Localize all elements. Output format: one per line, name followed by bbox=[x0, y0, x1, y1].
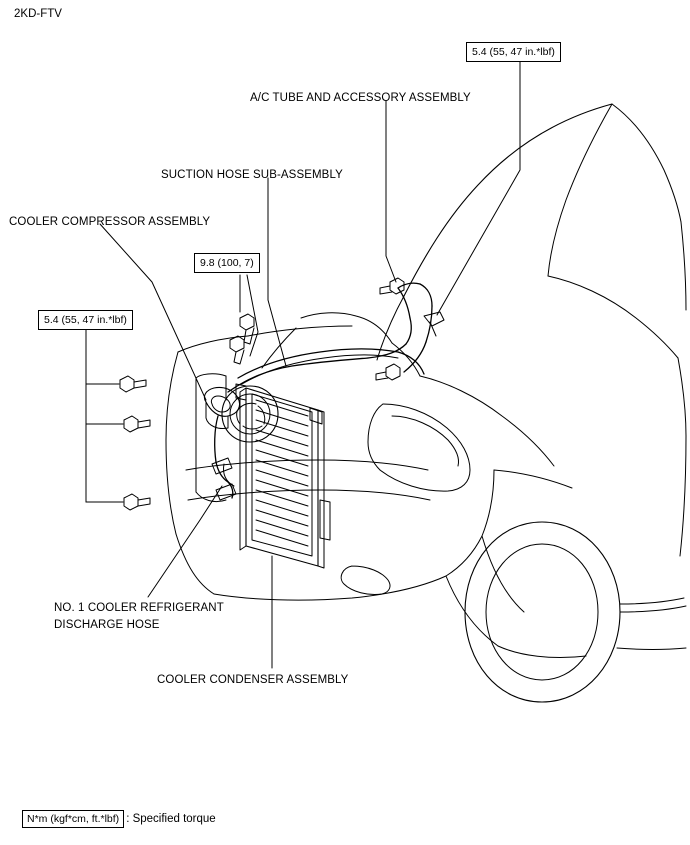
page-title: 2KD-FTV bbox=[14, 8, 62, 20]
torque-box-compressor: 9.8 (100, 7) bbox=[194, 253, 260, 273]
label-discharge-hose-line-1: NO. 1 COOLER REFRIGERANT bbox=[54, 602, 224, 614]
label-ac-tube: A/C TUBE AND ACCESSORY ASSEMBLY bbox=[250, 92, 471, 104]
label-suction-hose: SUCTION HOSE SUB-ASSEMBLY bbox=[161, 169, 343, 181]
legend-description: : Specified torque bbox=[126, 813, 216, 825]
legend-unit-box: N*m (kgf*cm, ft.*lbf) bbox=[22, 810, 124, 828]
torque-box-left: 5.4 (55, 47 in.*lbf) bbox=[38, 310, 133, 330]
label-discharge-hose-line-2: DISCHARGE HOSE bbox=[54, 619, 160, 631]
torque-box-top-right: 5.4 (55, 47 in.*lbf) bbox=[466, 42, 561, 62]
legend bbox=[22, 810, 216, 828]
label-cooler-condenser: COOLER CONDENSER ASSEMBLY bbox=[157, 674, 349, 686]
label-cooler-compressor: COOLER COMPRESSOR ASSEMBLY bbox=[9, 216, 211, 228]
